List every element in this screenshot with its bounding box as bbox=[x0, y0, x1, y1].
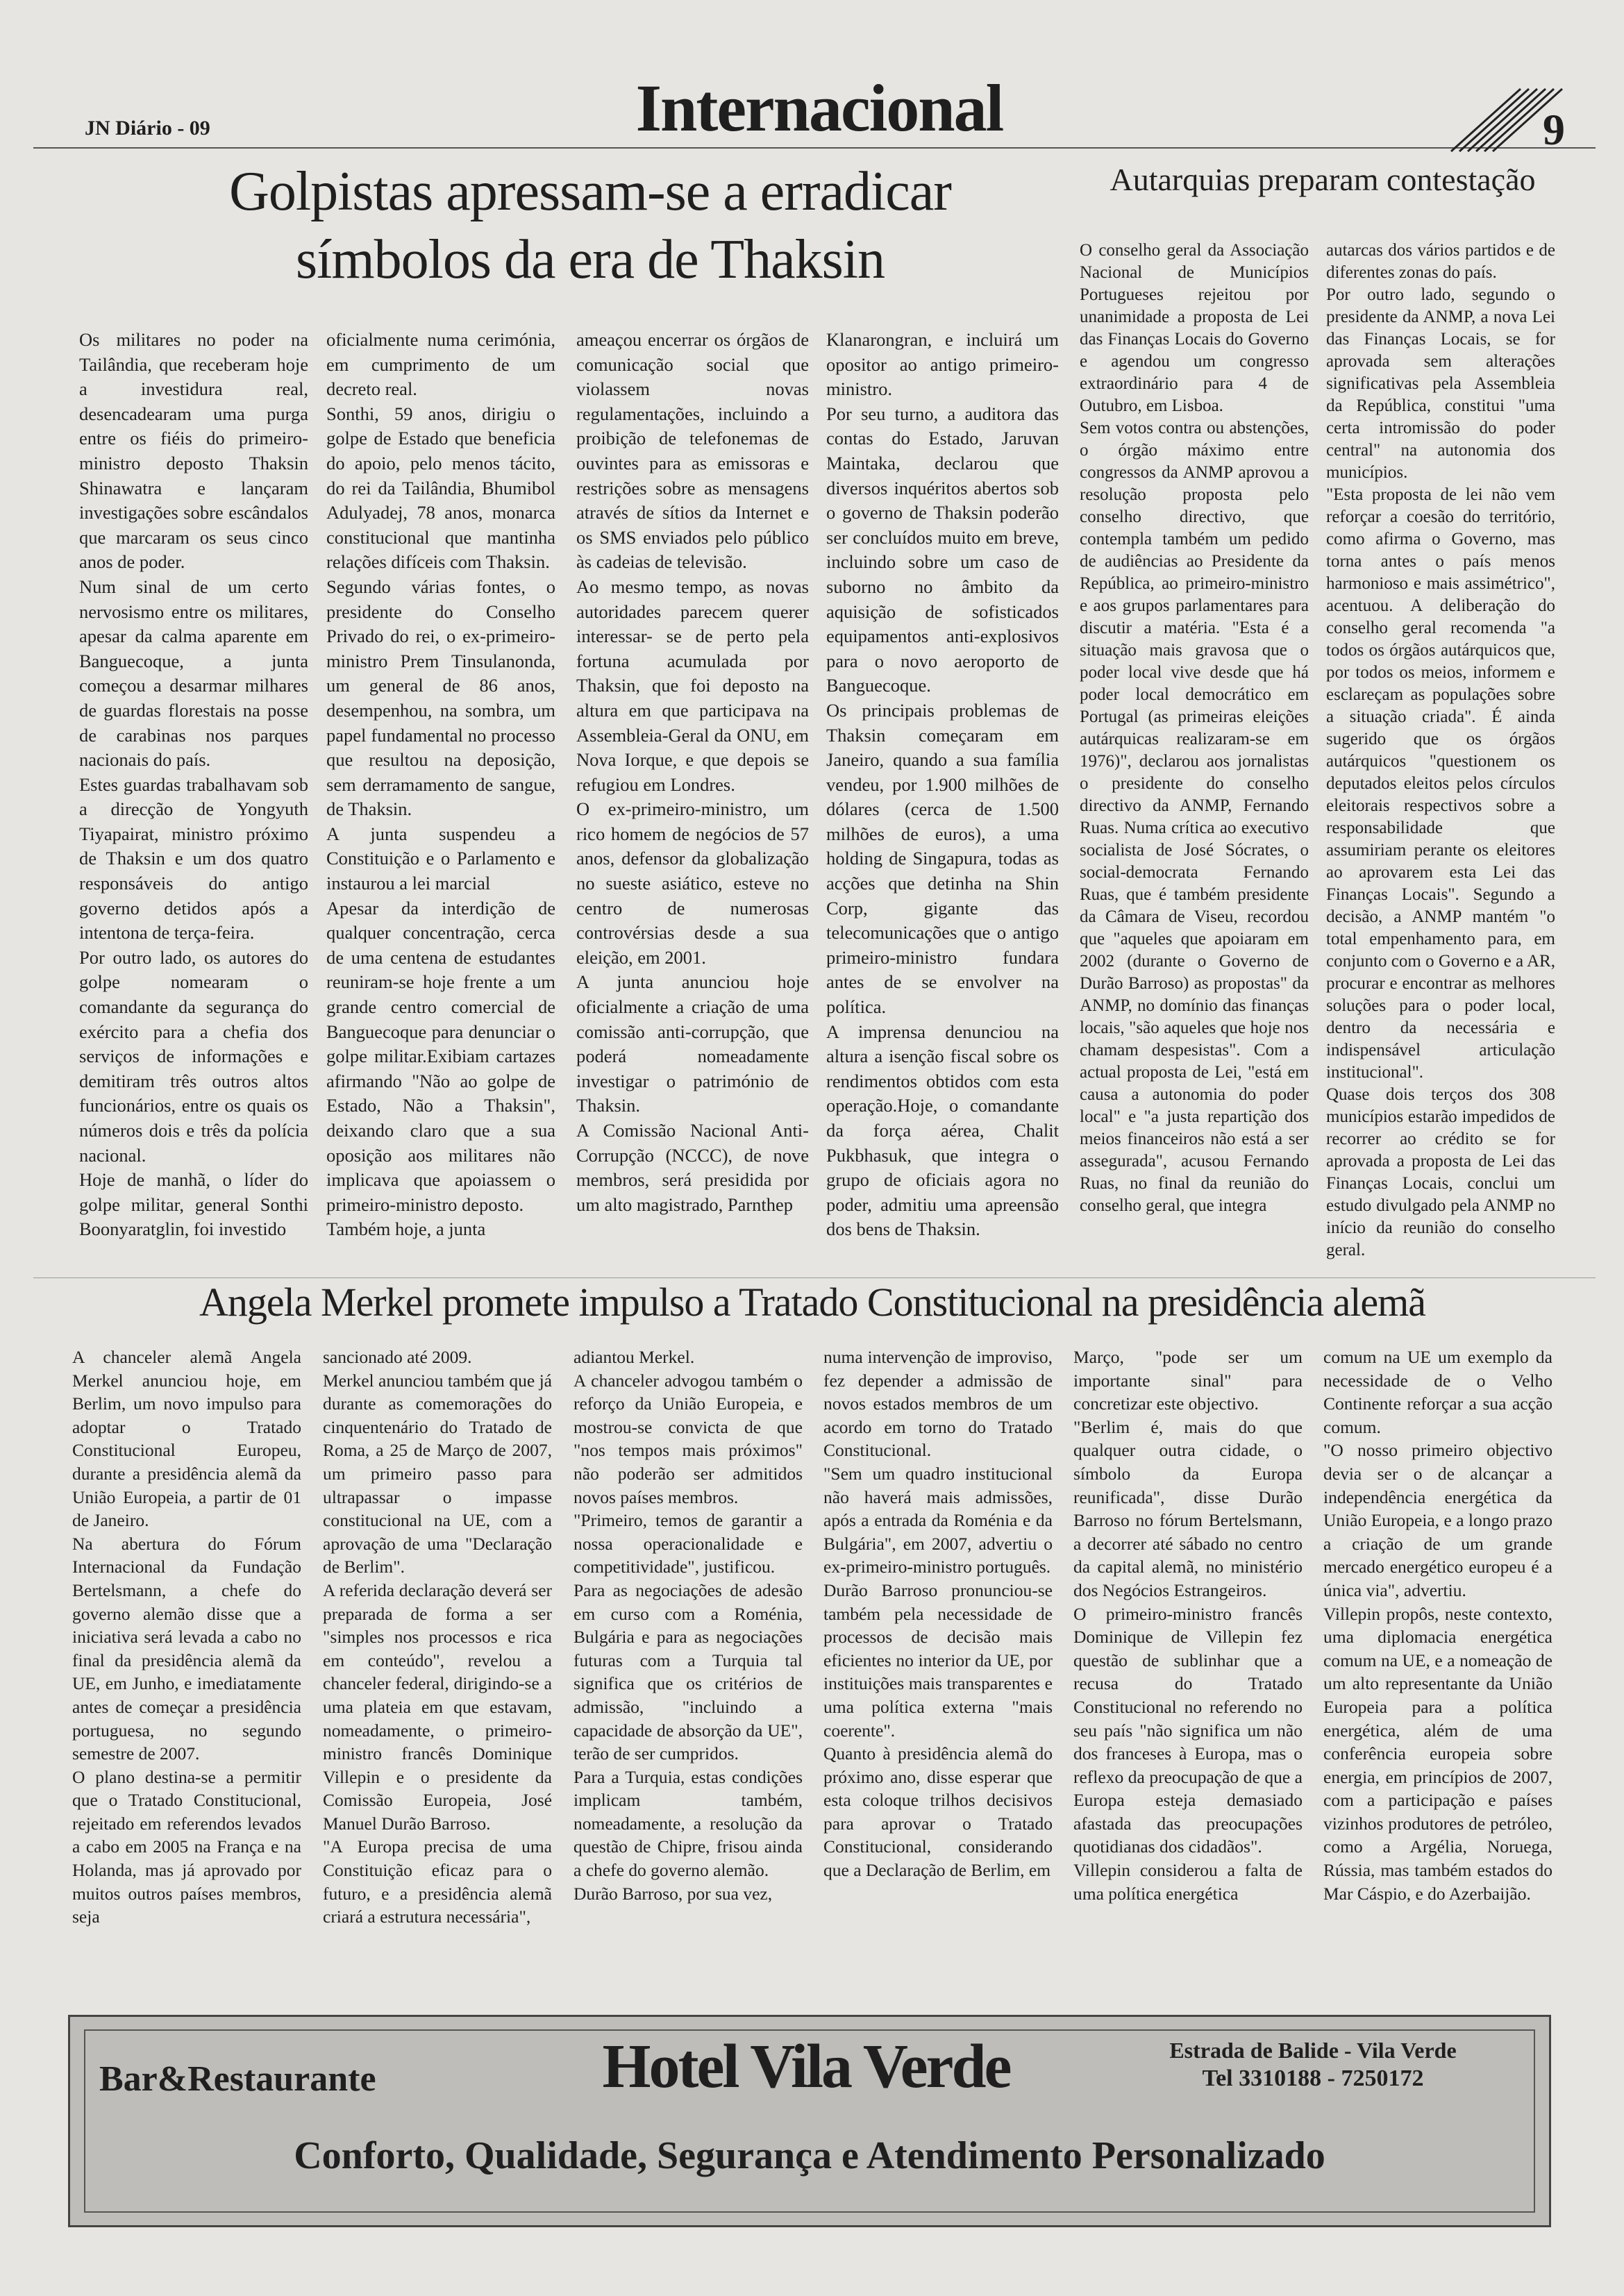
paragraph: Villepin considerou a falta de uma política energética bbox=[1073, 1860, 1303, 1904]
paragraph: Sonthi, 59 anos, dirigiu o golpe de Estado que beneficia do apoio, pelo menos tácito, do rei da Tailândia, Bhumibol Adulyadej, 78 anos, monarca constitucional que mantinha relações difíceis com Thaksin. bbox=[326, 403, 555, 573]
header-rule bbox=[33, 147, 1596, 149]
article3-column-1 bbox=[72, 1346, 301, 2005]
paragraph: "Esta proposta de lei não vem reforçar a coesão do território, como afirma o Governo, mas torna antes o país menos harmonioso e mais assimétrico", acentuou. A deliberação do conselho geral recomenda "a todos os órgãos autárquicos que, por todos os meios, informem e esclareçam as populações sobre a situação criada". É ainda sugerido que os órgãos autárquicos "questionem os deputados eleitos pelos círculos eleitorais respectivos sobre a responsabilidade que assumiriam perante os eleitores ao aprovarem esta Lei das Finanças Locais". Segundo a decisão, a ANMP mantém "o total empenhamento para, em conjunto com o Governo e a AR, procurar e encontrar as melhores soluções para o poder local, dentro da necessária e indispensável articulação institucional". bbox=[1326, 485, 1555, 1082]
paragraph: Durão Barroso pronunciou-se também pela necessidade de processos de decisão mais eficientes no interior da UE, por instituições mais transparentes e uma política externa "mais coerente". bbox=[823, 1579, 1053, 1741]
article1-headline-line1: Golpistas apressam-se a erradicar bbox=[229, 161, 951, 222]
advert-address: Estrada de Balide - Vila Verde bbox=[1169, 2038, 1457, 2063]
paragraph: "O nosso primeiro objectivo devia ser o de alcançar a independência energética da União Europeia, e a longo prazo a criação de um grande mercado energético europeu é a única via", advertiu. bbox=[1323, 1440, 1552, 1600]
article2-column-1 bbox=[1080, 240, 1309, 1262]
paragraph: oficialmente numa cerimónia, em cumprimento de um decreto real. bbox=[326, 329, 555, 400]
paragraph: Por seu turno, a auditora das contas do Estado, Jaruvan Maintaka, declarou que diversos inquéritos abertos sob o governo de Thaksin poderão ser concluídos muito em breve, incluindo sobre um caso de suborno no âmbito da aquisição de sofisticados equipamentos anti-explosivos para o novo aeroporto de Banguecoque. bbox=[826, 403, 1059, 696]
article3-column-6 bbox=[1323, 1346, 1552, 2005]
paragraph: A imprensa denunciou na altura a isenção fiscal sobre os rendimentos obtidos com esta operação.Hoje, o comandante da força aérea, Chalit Pukbhasuk, que integra o grupo de oficiais agora no poder, admitiu uma apreensão dos bens de Thaksin. bbox=[826, 1021, 1059, 1240]
article2-headline: Autarquias preparam contestação bbox=[1110, 162, 1536, 197]
paragraph: Segundo várias fontes, o presidente do Conselho Privado do rei, o ex-primeiro-ministro Prem Tinsulanonda, um general de 86 anos, desempenhou, na sombra, um papel fundamental no processo que resultou na deposição, sem derramamento de sangue, de Thaksin. bbox=[326, 576, 555, 820]
paragraph: A chanceler alemã Angela Merkel anunciou hoje, em Berlim, um novo impulso para adoptar o Tratado Constitucional Europeu, durante a presidência alemã da União Europeia, a partir de 01 de Janeiro. bbox=[72, 1347, 301, 1531]
paragraph: "A Europa precisa de uma Constituição eficaz para o futuro, e a presidência alemã criará a estrutura necessária", bbox=[323, 1836, 552, 1927]
paragraph: adiantou Merkel. bbox=[574, 1347, 695, 1367]
paragraph: O plano destina-se a permitir que o Tratado Constitucional, rejeitado em referendos levados a cabo em 2005 na França e na Holanda, mas já aprovado por muitos outros países membros, seja bbox=[72, 1766, 301, 1927]
paragraph: A Comissão Nacional Anti-Corrupção (NCCC), de nove membros, será presidida por um alto magistrado, Parnthep bbox=[576, 1120, 809, 1215]
paragraph: Também hoje, a junta bbox=[326, 1218, 486, 1240]
article3-column-5 bbox=[1073, 1346, 1303, 2005]
article1-headline-line2: símbolos da era de Thaksin bbox=[296, 229, 885, 290]
article2-column-2 bbox=[1326, 240, 1555, 1262]
paragraph: numa intervenção de improviso, fez depender a admissão de novos estados membros de um acordo em torno do Tratado Constitucional. bbox=[823, 1347, 1053, 1461]
paragraph: A junta suspendeu a Constituição e o Parlamento e instaurou a lei marcial bbox=[326, 823, 555, 894]
paragraph: Villepin propôs, neste contexto, uma diplomacia energética comum na UE, e a nomeação de um alto representante da União Europeia para a política energética, além de uma conferência europeia sobre energia, em princípios de 2007, com a participação e países vizinhos produtores de petróleo, como a Argélia, Noruega, Rússia, mas também estados do Mar Cáspio, e do Azerbaijão. bbox=[1323, 1603, 1552, 1904]
advert-bar-restaurante: Bar&Restaurante bbox=[99, 2059, 376, 2099]
article1-column-3 bbox=[576, 328, 809, 1262]
paragraph: Por outro lado, os autores do golpe nomearam o comandante da segurança do exército para a chefia dos serviços de informações e demitiram três outros altos funcionários, entre os quais os números dois e três da polícia nacional. bbox=[79, 946, 308, 1166]
paragraph: "Primeiro, temos de garantir a nossa operacionalidade e competitividade", justificou. bbox=[574, 1510, 803, 1577]
article3-headline: Angela Merkel promete impulso a Tratado Constitucional na presidência alemã bbox=[199, 1280, 1426, 1325]
paragraph: Na abertura do Fórum Internacional da Fundação Bertelsmann, a chefe do governo alemão disse que a iniciativa será levada a cabo no final da presidência alemã da UE, em Junho, e imediatamente antes de começar a presidência portuguesa, no segundo semestre de 2007. bbox=[72, 1533, 301, 1764]
paragraph: Quanto à presidência alemã do próximo ano, disse esperar que esta coloque trilhos decisivos para aprovar o Tratado Constitucional, considerando que a Declaração de Berlim, em bbox=[823, 1743, 1053, 1881]
paragraph: Por outro lado, segundo o presidente da ANMP, a nova Lei das Finanças Locais, se for aprovada sem alterações significativas pela Assembleia da República, constitui "uma certa intromissão do poder central" na autonomia dos municípios. bbox=[1326, 285, 1555, 482]
paragraph: Para as negociações de adesão em curso com a Roménia, Bulgária e para as negociações futuras com a Turquia tal significa que os critérios de admissão, "incluindo a capacidade de absorção da UE", terão de ser cumpridos. bbox=[574, 1579, 803, 1764]
paragraph: "Berlim é, mais do que qualquer outra cidade, o símbolo da Europa reunificada", disse Durão Barroso no fórum Bertelsmann, a decorrer até sábado no centro da capital alemã, no ministério dos Negócios Estrangeiros. bbox=[1073, 1416, 1303, 1600]
advert-hotel-name: Hotel Vila Verde bbox=[602, 2032, 1010, 2101]
paragraph: Ao mesmo tempo, as novas autoridades parecem querer interessar- se de perto pela fortuna acumulada por Thaksin, que foi deposto na altura em que participava na Assembleia-Geral da ONU, em Nova Iorque, e que depois se refugiou em Londres. bbox=[576, 576, 809, 795]
paragraph: Hoje de manhã, o líder do golpe militar, general Sonthi Boonyaratglin, foi investido bbox=[79, 1169, 308, 1240]
page-number: 9 bbox=[1543, 105, 1565, 154]
page-label: JN Diário - 09 bbox=[85, 117, 210, 140]
paragraph: Estes guardas trabalhavam sob a direcção de Yongyuth Tiyapairat, ministro próximo de Thaksin e um dos quatro responsáveis do antigo governo detidos após a intentona de terça-feira. bbox=[79, 773, 308, 944]
article1-column-2 bbox=[326, 328, 555, 1262]
paragraph: sancionado até 2009. bbox=[323, 1347, 472, 1367]
paragraph: Klanarongran, e incluirá um opositor ao antigo primeiro-ministro. bbox=[826, 329, 1059, 400]
paragraph: autarcas dos vários partidos e de diferentes zonas do país. bbox=[1326, 241, 1555, 282]
paragraph: Apesar da interdição de qualquer concentração, cerca de uma centena de estudantes reuniram-se hoje frente a um grande centro comercial de Banguecoque para denunciar o golpe militar.Exibiam cartazes afirmando "Não ao golpe de Estado, Não a Thaksin", deixando claro que a sua oposição aos militares não implicava que apoiassem o primeiro-ministro deposto. bbox=[326, 897, 555, 1215]
paragraph: comum na UE um exemplo da necessidade de o Velho Continente reforçar a sua acção comum. bbox=[1323, 1347, 1552, 1437]
article1-column-1 bbox=[79, 328, 308, 1262]
section-title: Internacional bbox=[635, 71, 1003, 145]
article3-column-3 bbox=[574, 1346, 803, 2005]
advert-phone: Tel 3310188 - 7250172 bbox=[1202, 2065, 1424, 2091]
paragraph: O primeiro-ministro francês Dominique de Villepin fez questão de sublinhar que a recusa do Tratado Constitucional no referendo no seu país "não significa um não dos franceses à Europa, mas o reflexo da preocupação de que a Europa esteja demasiado afastada das preocupações quotidianas dos cidadãos". bbox=[1073, 1603, 1303, 1857]
paragraph: A junta anunciou hoje oficialmente a criação de uma comissão anti-corrupção, que poderá nomeadamente investigar o património de Thaksin. bbox=[576, 971, 809, 1116]
paragraph: ameaçou encerrar os órgãos de comunicação social que violassem novas regulamentações, incluindo a proibição de telefonemas de ouvintes para as emissoras e restrições sobre as mensagens através de sítios da Internet e os SMS enviados pelo público às cadeias de televisão. bbox=[576, 329, 809, 573]
paragraph: "Sem um quadro institucional não haverá mais admissões, após a entrada da Roménia e da Bulgária", em 2007, advertiu o ex-primeiro-ministro português. bbox=[823, 1463, 1053, 1577]
section-divider bbox=[33, 1277, 1596, 1278]
paragraph: Os principais problemas de Thaksin começaram em Janeiro, quando a sua família vendeu, por 1.900 milhões de dólares (cerca de 1.500 milhões de euros), a uma holding de Singapura, todas as acções que detinha na Shin Corp, gigante das telecomunicações que o antigo primeiro-ministro fundara antes de se envolver na política. bbox=[826, 699, 1059, 1018]
paragraph: O conselho geral da Associação Nacional de Municípios Portugueses rejeitou por unanimidade a proposta de Lei das Finanças Locais do Governo e agendou um congresso extraordinário para 4 de Outubro, em Lisboa. bbox=[1080, 241, 1309, 415]
paragraph: Março, "pode ser um importante sinal" para concretizar este objectivo. bbox=[1073, 1347, 1303, 1414]
paragraph: Num sinal de um certo nervosismo entre os militares, apesar da calma aparente em Banguecoque, a junta começou a desarmar milhares de guardas florestais na posse de carabinas nos parques nacionais do país. bbox=[79, 576, 308, 771]
paragraph: Merkel anunciou também que já durante as comemorações do cinquentenário do Tratado de Roma, a 25 de Março de 2007, um primeiro passo para ultrapassar o impasse constitucional na UE, com a aprovação de uma "Declaração de Berlim". bbox=[323, 1370, 552, 1577]
paragraph: Quase dois terços dos 308 municípios estarão impedidos de recorrer ao crédito se for aprovada a proposta de Lei das Finanças Locais, conclui um estudo divulgado pela ANMP no início da reunião do conselho geral. bbox=[1326, 1085, 1555, 1259]
paragraph: A chanceler advogou também o reforço da União Europeia, e mostrou-se convicta de que "nos tempos mais próximos" não poderão ser admitidos novos países membros. bbox=[574, 1370, 803, 1507]
paragraph: O ex-primeiro-ministro, um rico homem de negócios de 57 anos, defensor da globalização no sueste asiático, esteve no centro de numerosas controvérsias desde a sua eleição, em 2001. bbox=[576, 798, 809, 968]
paragraph: Os militares no poder na Tailândia, que receberam hoje a investidura real, desencadearam uma purga entre os fiéis do primeiro-ministro deposto Thaksin Shinawatra e lançaram investigações sobre escândalos que marcaram os seus cinco anos de poder. bbox=[79, 329, 308, 573]
article3-column-2 bbox=[323, 1346, 552, 2005]
advert-slogan: Conforto, Qualidade, Segurança e Atendimento Personalizado bbox=[294, 2134, 1325, 2177]
paragraph: Para a Turquia, estas condições implicam também, nomeadamente, a resolução da questão de Chipre, frisou ainda a chefe do governo alemão. bbox=[574, 1766, 803, 1881]
paragraph: A referida declaração deverá ser preparada de forma a ser "simples nos processos e rica em conteúdo", revelou a chanceler federal, dirigindo-se a uma plateia em que estavam, nomeadamente, o primeiro-ministro francês Dominique Villepin e o presidente da Comissão Europeia, José Manuel Durão Barroso. bbox=[323, 1579, 552, 1834]
article1-column-4 bbox=[826, 328, 1059, 1262]
hotel-advert bbox=[68, 2015, 1551, 2227]
paragraph: Durão Barroso, por sua vez, bbox=[574, 1883, 773, 1904]
article3-column-4 bbox=[823, 1346, 1053, 2005]
paragraph: Sem votos contra ou abstenções, o órgão máximo entre congressos da ANMP aprovou a resolução proposta pelo conselho directivo, que contempla também um pedido de audiências ao Presidente da República, ao primeiro-ministro e aos grupos parlamentares para discutir a matéria. "Esta é a situação mais gravosa que o poder local vive desde que há poder local democrático em Portugal (as primeiras eleições autárquicas realizaram-se em 1976)", declarou aos jornalistas o presidente do conselho directivo da ANMP, Fernando Ruas. Numa crítica ao executivo socialista de José Sócrates, o social-democrata Fernando Ruas, que é também presidente da Câmara de Viseu, recordou que "aqueles que apoiaram em 2002 (durante o Governo de Durão Barroso) as propostas" da ANMP, no domínio das finanças locais, "são aqueles que hoje nos chamam despesistas". Com a actual proposta de Lei, "está em causa a autonomia do poder local" e "a justa repartição dos meios financeiros não está a ser assegurada", acusou Fernando Ruas, no final da reunião do conselho geral, que integra bbox=[1080, 419, 1309, 1215]
